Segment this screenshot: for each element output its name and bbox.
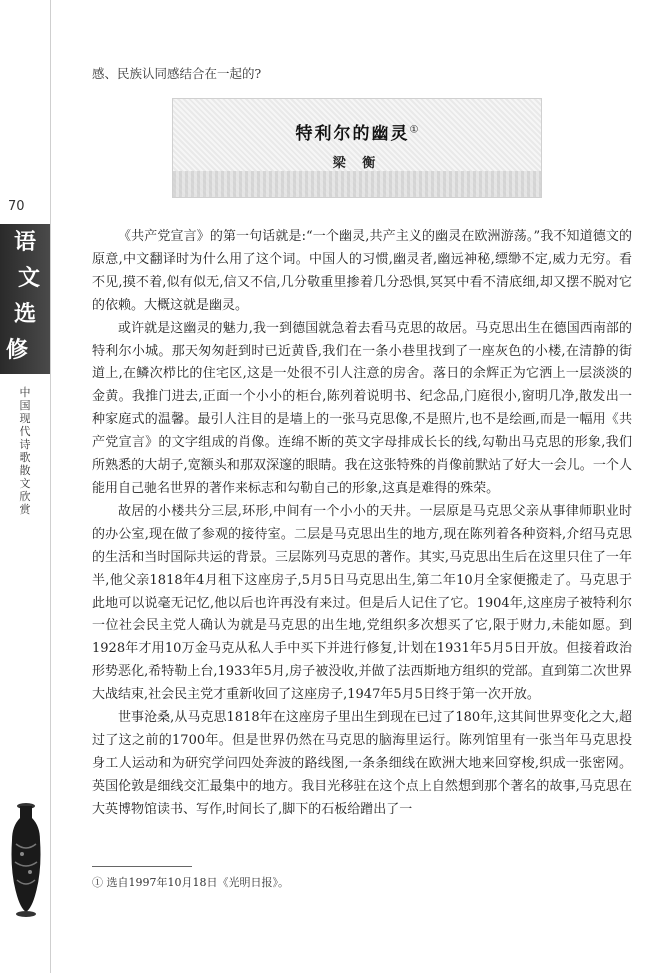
paragraph: 故居的小楼共分三层,环形,中间有一个小小的天井。一层原是马克思父亲从事律师职业时的办公室,现在做了参观的接待室。二层是马克思出生的地方,现在陈列着各种资料,介绍马克思的生活和当时国际共运的背景。三层陈列马克思的著作。其实,马克思出生后在这里只住了一年半,他父亲1818年4月租下这座房子,5月5日马克思出生,第二年10月全家便搬走了。马克思于此地可以说毫无记忆,他以后也许再没有来过。但是后人记住了它。1904年,这座房子被特利尔一位社会民主党人确认为就是马克思的出生地,党组织多次想买了它,限于财力,未能如愿。到1928年才用10万金马克从私人手中买下并进行修复,计划在1931年5月5日开放。但接着政治形势恶化,希特勒上台,1933年5月,房子被没收,并做了法西斯地方组织的党部。直到第二次世界大战结束,社会民主党才重新收回了这座房子,1947年5月5日终于第一次开放。 [92, 503, 632, 703]
series-label-block [0, 224, 50, 374]
footnote: ① 选自1997年10月18日《光明日报》。 [92, 876, 289, 889]
series-char-yu: 语 [14, 229, 37, 255]
banner-pattern [173, 171, 541, 197]
paragraph: 《共产党宣言》的第一句话就是:“一个幽灵,共产主义的幽灵在欧洲游荡。”我不知道德文的原意,中文翻译时为什么用了这个词。中国人的习惯,幽灵者,幽远神秘,缥缈不定,威力无穷。看不见,摸不着,似有似无,信又不信,几分敬重里掺着几分恐惧,冥冥中看不清底细,却又摆不脱对它的依赖。大概这就是幽灵。 [92, 229, 632, 313]
series-char-xuan: 选 [14, 301, 37, 327]
author-name: 梁 衡 [332, 156, 382, 171]
sidebar-divider [50, 0, 51, 973]
title-banner [172, 98, 542, 198]
series-char-xiu: 修 [6, 337, 29, 363]
footnote-marker: ① [409, 124, 419, 136]
previous-text-line: 感、民族认同感结合在一起的? [92, 66, 262, 81]
series-char-wen: 文 [18, 265, 41, 291]
article-title: 特利尔的幽灵 [295, 124, 410, 144]
page-number: 70 [8, 199, 25, 214]
footnote-divider [92, 866, 192, 867]
article-title-line [173, 119, 541, 144]
vase-image [6, 800, 46, 920]
article-body [92, 226, 632, 822]
volume-title: 中国现代诗歌散文欣赏 [19, 386, 31, 516]
paragraph: 世事沧桑,从马克思1818年在这座房子里出生到现在已过了180年,这其间世界变化之大,超过了这之前的1700年。但是世界仍然在马克思的脑海里运行。陈列馆里有一张当年马克思投身工人运动和为研究学问四处奔波的路线图,一条条细线在欧洲大地来回穿梭,织成一张密网。英国伦敦是细线交汇最集中的地方。我目光移驻在这个点上自然想到那个著名的故事,马克思在大英博物馆读书、写作,时间长了,脚下的石板给蹭出了一 [92, 710, 632, 817]
paragraph: 或许就是这幽灵的魅力,我一到德国就急着去看马克思的故居。马克思出生在德国西南部的特利尔小城。那天匆匆赶到时已近黄昏,我们在一条小巷里找到了一座灰色的小楼,在清静的街道上,在鳞次栉比的住宅区,这是一处很不引人注意的房舍。落日的余辉正为它洒上一层淡淡的金黄。我推门进去,正面一个小小的柜台,陈列着说明书、纪念品,门庭很小,窗明几净,散发出一种家庭式的温馨。最引人注目的是墙上的一张马克思像,不是照片,也不是绘画,而是一幅用《共产党宣言》的文字组成的肖像。连绵不断的英文字母排成长长的线,勾勒出马克思的形象,我们所熟悉的大胡子,宽额头和那双深邃的眼睛。我在这张特殊的肖像前默站了好大一会儿。一个人能用自己驰名世界的著作来标志和勾勒自己的形象,这真是难得的殊荣。 [92, 320, 632, 496]
